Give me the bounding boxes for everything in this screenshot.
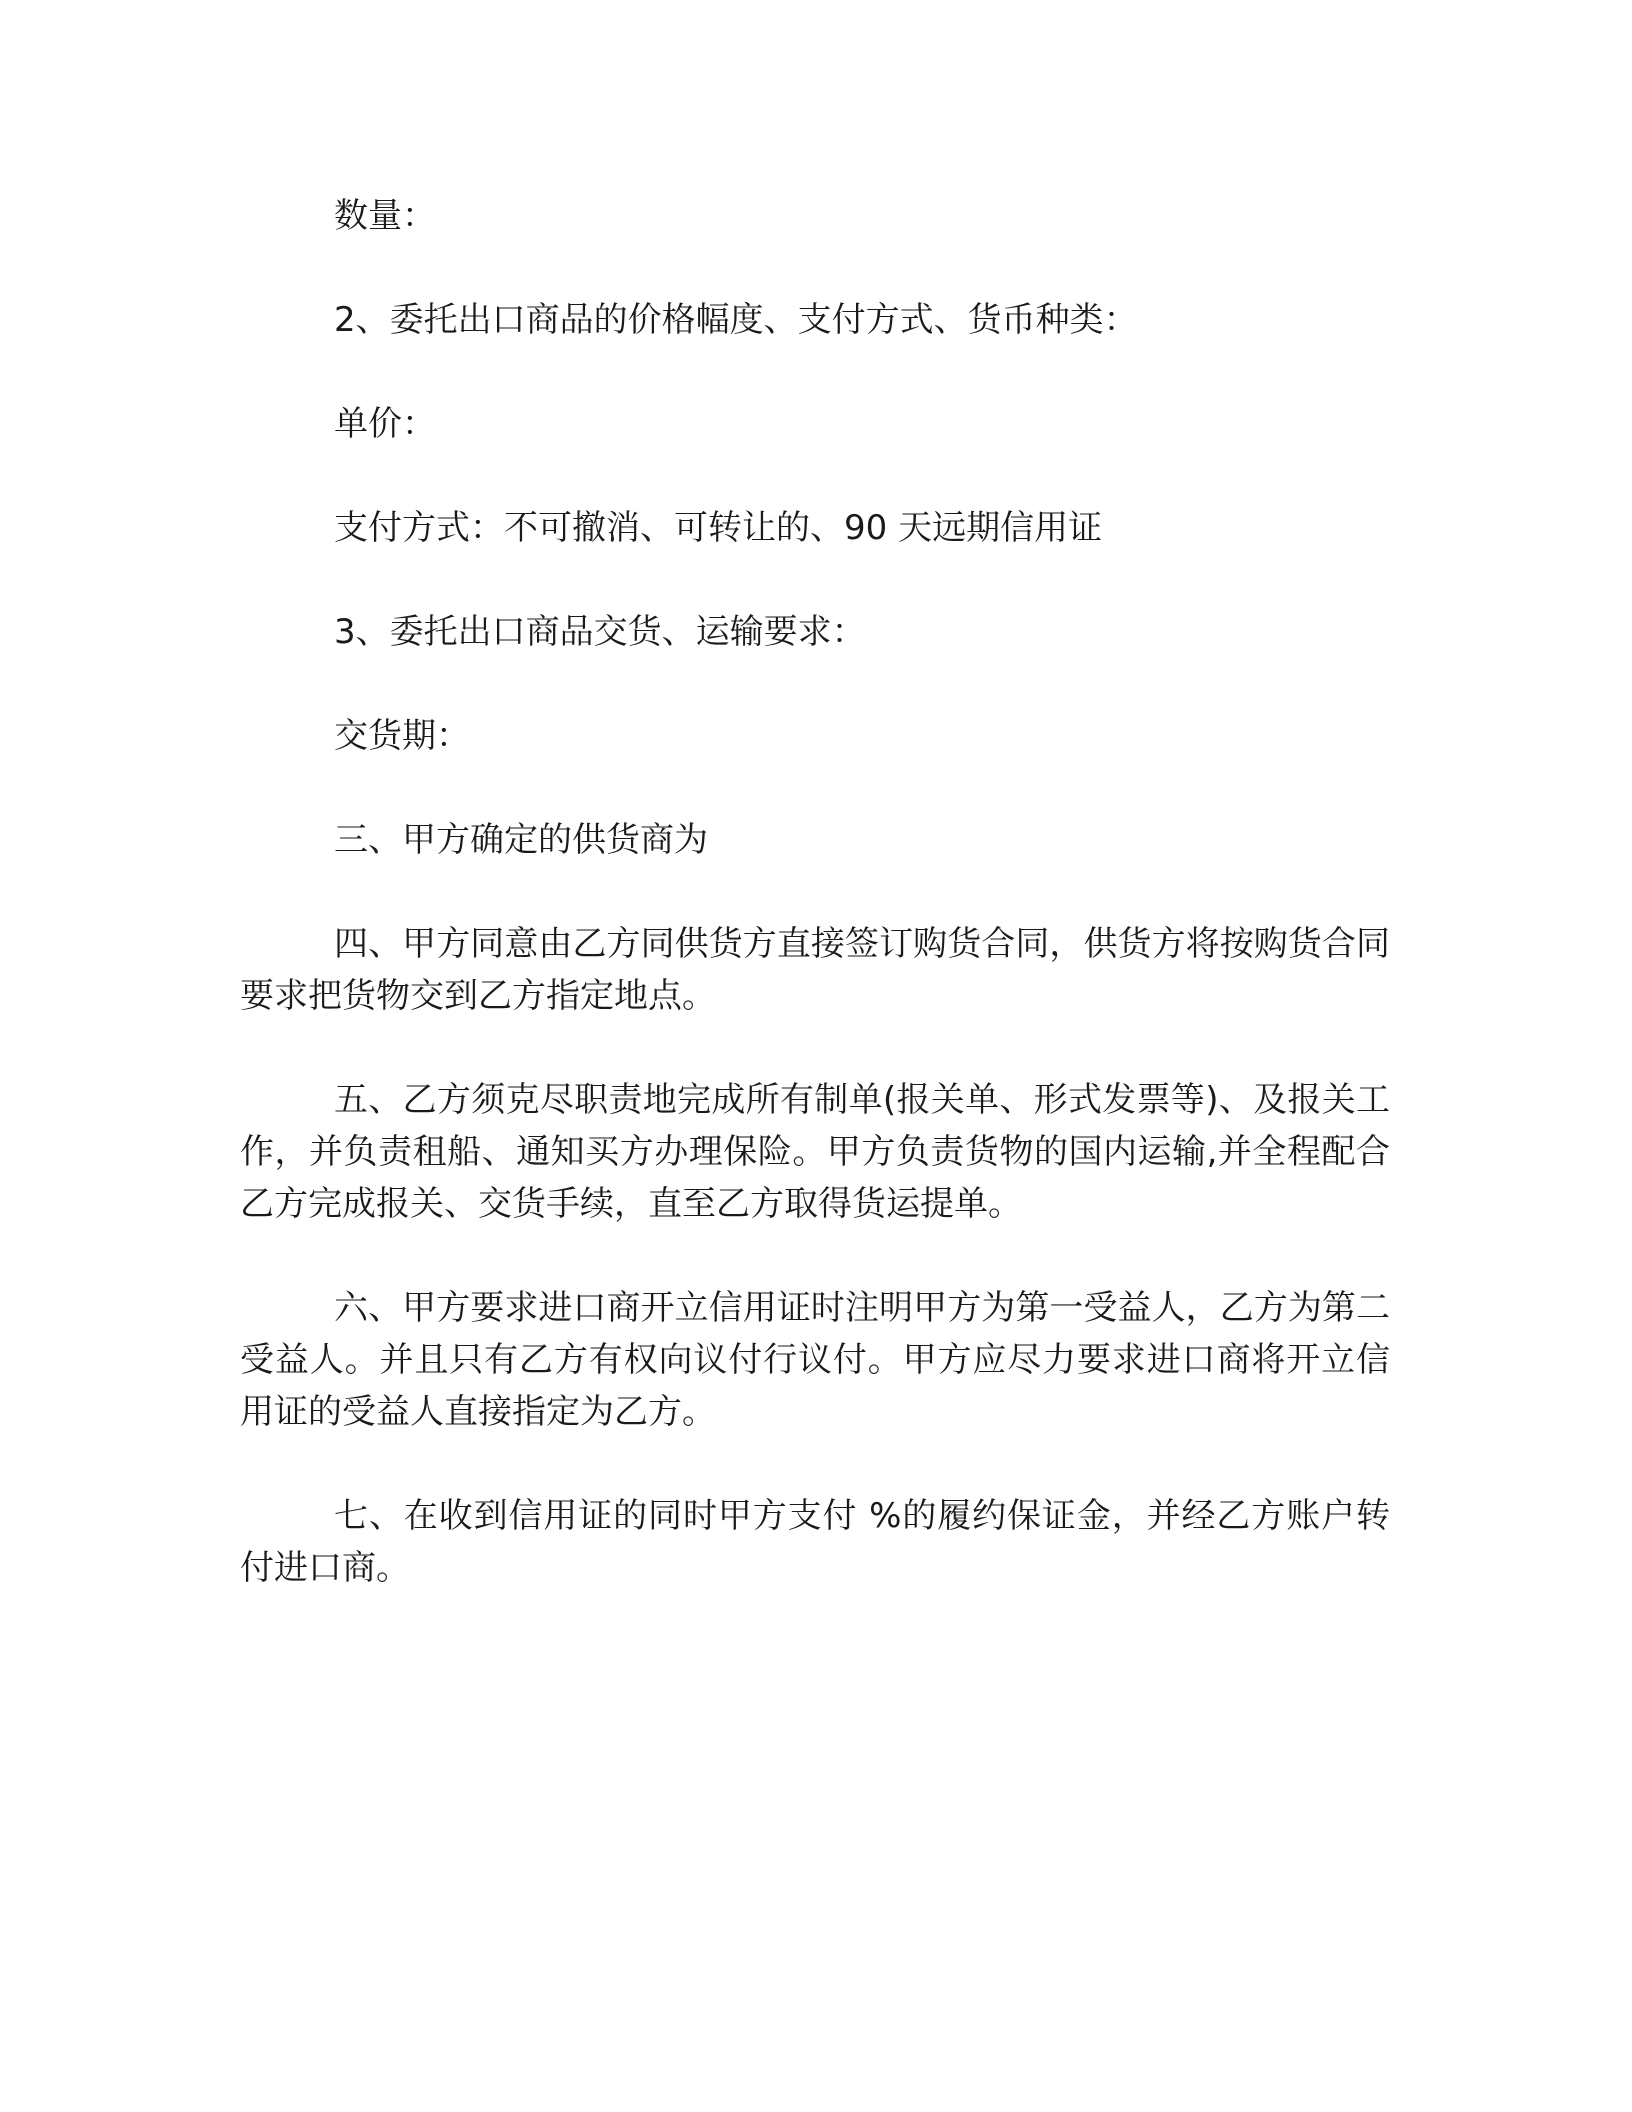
- item2-line: 2、委托出口商品的价格幅度、支付方式、货币种类：: [334, 300, 1138, 340]
- section3-line: 三、甲方确定的供货商为: [334, 820, 708, 860]
- document-body: [240, 190, 1390, 1594]
- delivery-period-line: 交货期：: [334, 716, 470, 756]
- section4-paragraph: 四、甲方同意由乙方同供货方直接签订购货合同，供货方将按购货合同要求把货物交到乙方指定地点。: [240, 924, 1390, 1016]
- section5-paragraph: 五、乙方须克尽职责地完成所有制单(报关单、形式发票等)、及报关工作，并负责租船、通知买方办理保险。甲方负责货物的国内运输,并全程配合乙方完成报关、交货手续，直至乙方取得货运提单。: [240, 1080, 1390, 1224]
- payment-method-line: 支付方式：不可撤消、可转让的、90 天远期信用证: [334, 508, 1103, 548]
- unit-price-line: 单价：: [334, 404, 436, 444]
- section6-paragraph: 六、甲方要求进口商开立信用证时注明甲方为第一受益人，乙方为第二受益人。并且只有乙方有权向议付行议付。甲方应尽力要求进口商将开立信用证的受益人直接指定为乙方。: [240, 1288, 1390, 1432]
- item3-line: 3、委托出口商品交货、运输要求：: [334, 612, 866, 652]
- quantity-line: 数量：: [334, 196, 436, 236]
- section7-paragraph: 七、在收到信用证的同时甲方支付 %的履约保证金，并经乙方账户转付进口商。: [240, 1496, 1390, 1588]
